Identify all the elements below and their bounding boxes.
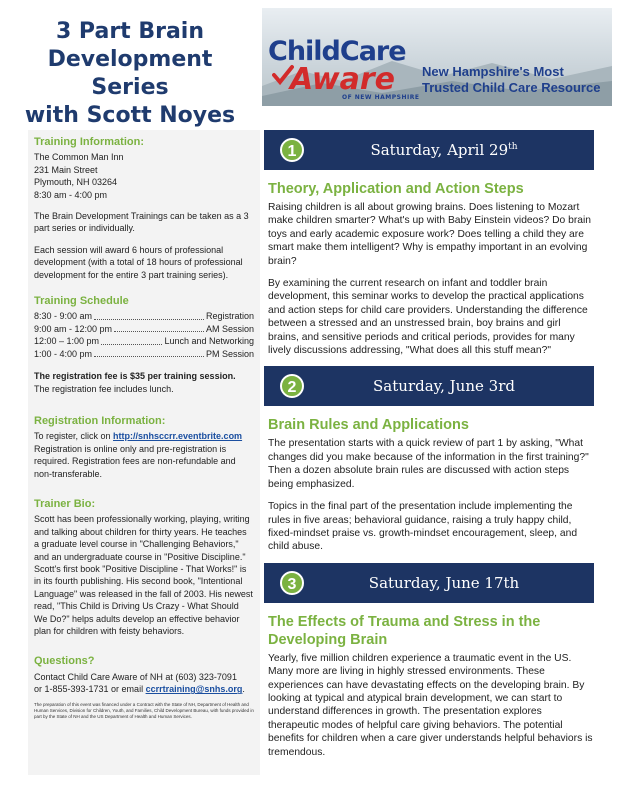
- session-2: [264, 366, 594, 553]
- questions-email-link[interactable]: ccrrtraining@snhs.org: [145, 684, 243, 695]
- session-paragraph: Raising children is all about growing brains. Does listening to Mozart make children smarter? What's up with Baby Einstein videos? Do brain toys and early academic exposure work? Does telling a child they are smart make them intelligent? Why is empathy important in an evolving brain?: [268, 202, 592, 267]
- schedule-time: 9:00 am - 12:00 pm: [34, 323, 113, 334]
- session-date-text: Saturday, June 3rd: [373, 377, 515, 396]
- session-title: The Effects of Trauma and Stress in the Developing Brain: [268, 613, 541, 648]
- schedule-time: 1:00 - 4:00 pm: [34, 348, 93, 359]
- schedule-list: [34, 310, 254, 360]
- venue-city: Plymouth, NH 03264: [34, 177, 118, 188]
- trainer-bio-heading: Trainer Bio:: [34, 497, 96, 510]
- schedule-item: PM Session: [205, 348, 254, 359]
- session-title: Theory, Application and Action Steps: [268, 181, 524, 197]
- page-title: [14, 18, 246, 130]
- session-date: [264, 141, 594, 159]
- schedule-row: [34, 310, 254, 322]
- venue-name: The Common Man Inn: [34, 152, 124, 163]
- schedule-item: AM Session: [205, 323, 254, 334]
- registration-text: Registration is online only and pre-registration is required. Registration fees are non-refundable and non-transferable.: [34, 443, 236, 479]
- session-date-text: Saturday, April 29: [370, 141, 509, 159]
- registration-prefix: To register, click on: [34, 431, 114, 442]
- session-paragraph: By examining the current research on infant and toddler brain development, this seminar works to develop the practical applications and action steps for child care providers. Understanding the difference between a stressed and an unstressed brain, boy brains and girl brains, and sensitive periods and critical periods, provides for many lively discussions addressing, "What does all this stuff mean?": [268, 278, 588, 357]
- schedule-item: Registration: [205, 311, 254, 322]
- tagline-line-1: New Hampshire's Most: [422, 64, 564, 79]
- venue-street: 231 Main Street: [34, 164, 98, 175]
- sidebar: [28, 130, 260, 775]
- venue-block: [34, 151, 254, 201]
- trainer-bio-text: Scott has been professionally working, playing, writing and talking about children for thirty years. He teaches a graduate level course in "Challenging Behaviors," and an undergraduate course in "Positive Discipline." Scott's first book "Positive Discipline - That Works!" is in its fourth publishing. His second book, "Intentional Language" was released in the fall of 2003. His newest read, "This Child is Driving Us Crazy - What Should We Do?" helps adults develop an effective behavior plan for children with feisty behaviors.: [34, 514, 253, 636]
- main-content: [264, 130, 594, 768]
- funding-fine-print: The preparation of this event was financed under a Contract with the State of NH, Department of Health and Human Services, Division for Children, Youth, and Families, Child Development Bureau, with funds provided in part by the State of NH and the US Department of Health and Human Services.: [34, 701, 254, 719]
- questions-block: [34, 671, 254, 696]
- fee-line-2: The registration fee includes lunch.: [34, 383, 174, 394]
- title-line-1: 3 Part Brain: [55, 19, 205, 44]
- hours-paragraph: Each session will award 6 hours of professional development (with a total of 18 hours of professional development for the entire 3 part training series).: [34, 244, 243, 280]
- fee-block: [34, 370, 254, 395]
- schedule-time: 12:00 – 1:00 pm: [34, 336, 100, 347]
- header-banner: [262, 8, 612, 106]
- series-paragraph: The Brain Development Trainings can be taken as a 3 part series or individually.: [34, 211, 249, 234]
- questions-phone: Contact Child Care Aware of NH at (603) 323-7091: [34, 671, 237, 682]
- venue-hours: 8:30 am - 4:00 pm: [34, 189, 108, 200]
- fee-line-1: The registration fee is $35 per training session.: [34, 371, 236, 382]
- questions-heading: Questions?: [34, 655, 95, 668]
- title-line-3: with Scott Noyes: [24, 103, 236, 128]
- session-title: Brain Rules and Applications: [268, 417, 469, 434]
- questions-suffix: .: [242, 684, 245, 695]
- session-paragraph: The presentation starts with a quick review of part 1 by asking, "What changes did you make because of the information in the first training?" Then a dozen absolute brain rules are discussed with action steps being emphasized.: [268, 438, 589, 490]
- session-date-text: Saturday, June 17th: [368, 573, 520, 592]
- schedule-row: [34, 323, 254, 335]
- session-date: [264, 377, 594, 395]
- schedule-row: [34, 335, 254, 347]
- title-line-2: Development Series: [47, 47, 213, 100]
- questions-prefix: or 1-855-393-1731 or email: [34, 684, 146, 695]
- logo-text-aware: Aware: [290, 62, 395, 97]
- session-1: [264, 130, 594, 357]
- schedule-time: 8:30 - 9:00 am: [34, 311, 93, 322]
- schedule-row: [34, 348, 254, 360]
- session-date-suffix: th: [508, 142, 518, 152]
- training-info-heading: Training Information:: [34, 136, 144, 148]
- session-date-bar: [264, 563, 594, 603]
- session-date: [264, 574, 594, 592]
- tagline: [422, 64, 600, 96]
- schedule-item: Lunch and Networking: [164, 336, 254, 347]
- schedule-heading: Training Schedule: [34, 295, 129, 308]
- registration-block: [34, 430, 254, 480]
- logo-text-nh: OF NEW HAMPSHIRE: [342, 94, 420, 101]
- session-number-badge: 1: [280, 138, 304, 162]
- checkmark-icon: [272, 64, 294, 86]
- session-date-bar: [264, 130, 594, 170]
- registration-link[interactable]: http://snhsccrr.eventbrite.com: [113, 431, 243, 442]
- session-3: [264, 563, 594, 759]
- tagline-line-2: Trusted Child Care Resource: [422, 80, 601, 95]
- session-paragraph: Yearly, five million children experience a traumatic event in the US. Many more are living in highly stressed environments. These experiences can have devastating effects on the developing brain. By looking at typical and atypical brain development, we can start to understand differences in growth. The presentation explores therapeutic modes of helpful care giving behaviors. The potential benefits for children when a care giver understands helpful behaviors is tremendous.: [268, 652, 593, 758]
- session-number-badge: 2: [280, 374, 304, 398]
- session-number-badge: 3: [280, 571, 304, 595]
- logo-text-childcare: ChildCare: [268, 36, 406, 67]
- session-paragraph: Topics in the final part of the presentation include implementing the rules in five areas; behavioral guidance, raising a truly happy child, fixed-mindset praise vs. growth-mindset encouragement, sleep, and child abuse.: [268, 501, 578, 553]
- session-date-bar: [264, 366, 594, 406]
- registration-heading: Registration Information:: [34, 414, 166, 427]
